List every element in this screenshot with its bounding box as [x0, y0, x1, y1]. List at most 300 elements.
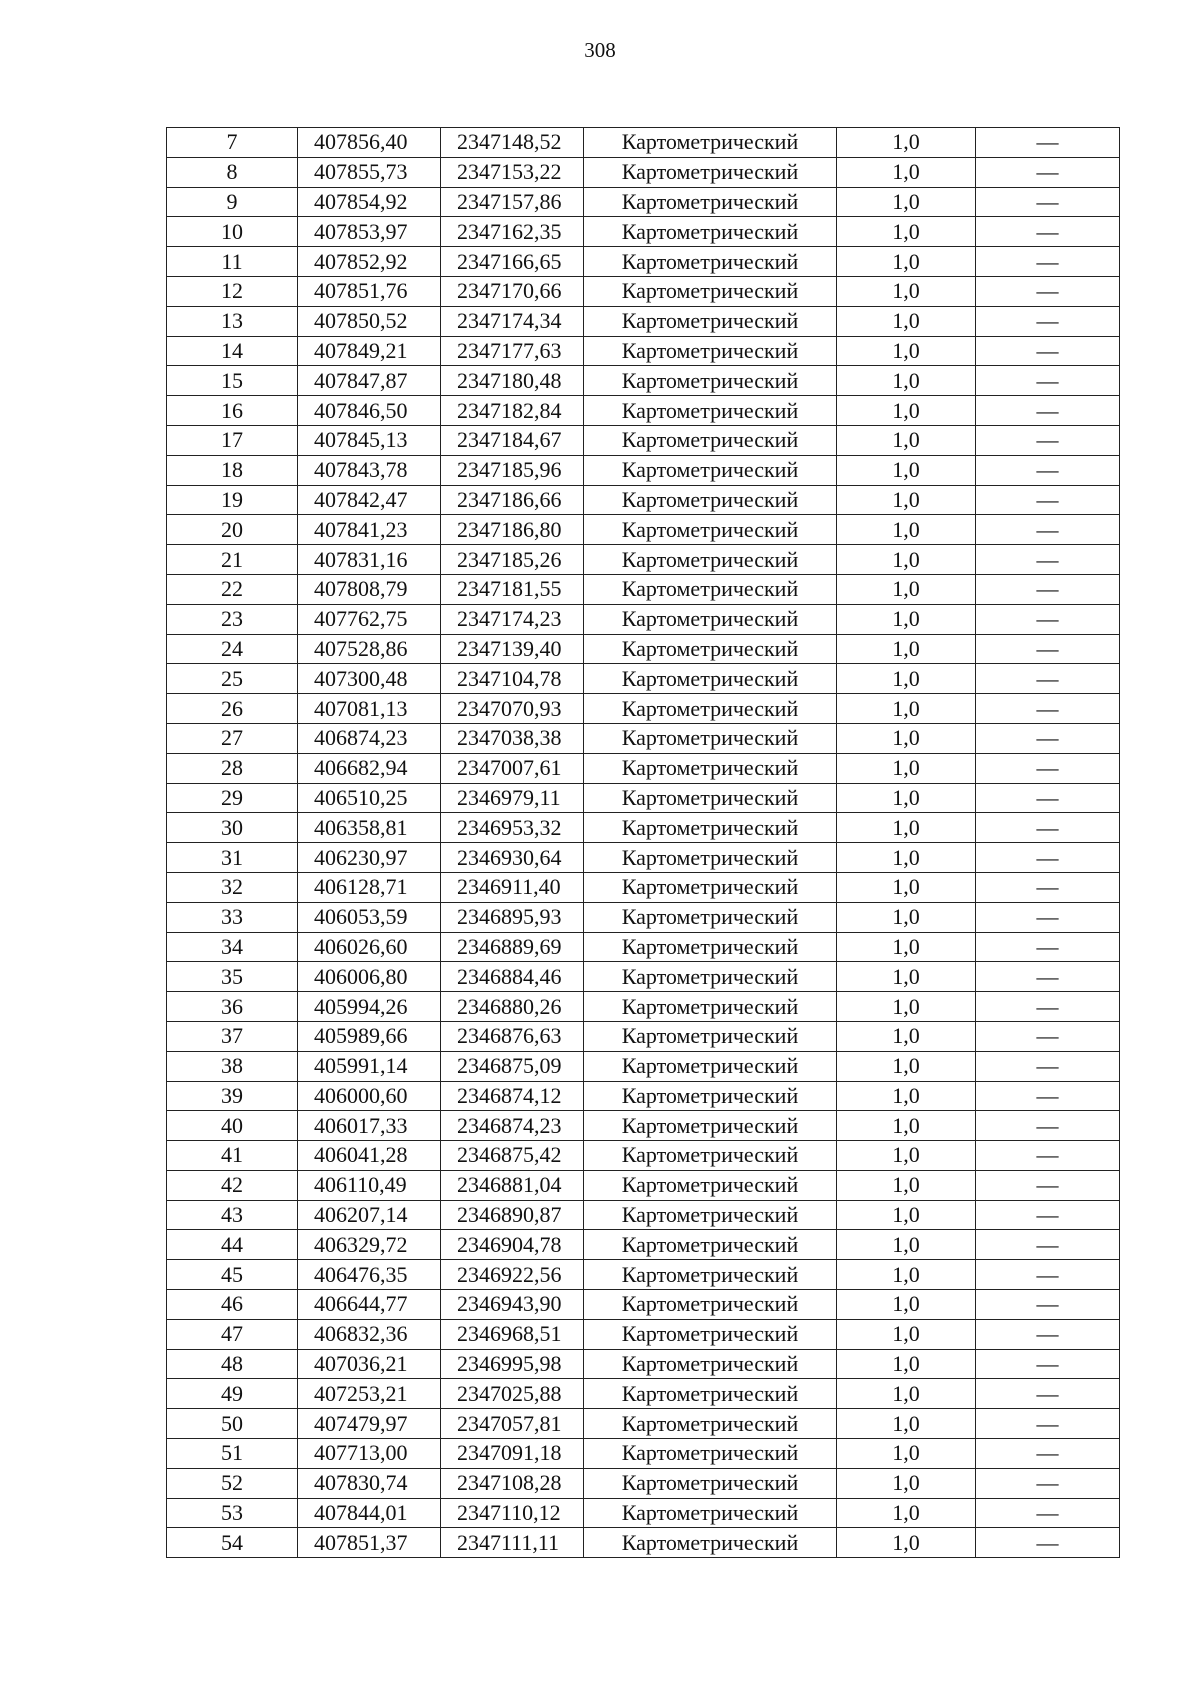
y-coordinate-cell: 2346875,42 — [441, 1141, 584, 1171]
table-row — [167, 1230, 1120, 1260]
description-cell: — — [976, 1379, 1120, 1409]
x-coordinate-cell: 407856,40 — [298, 128, 441, 158]
accuracy-cell: 1,0 — [837, 1379, 976, 1409]
accuracy-cell: 1,0 — [837, 1409, 976, 1439]
table-row — [167, 187, 1120, 217]
method-cell: Картометрический — [584, 1170, 837, 1200]
y-coordinate-cell: 2347174,34 — [441, 306, 584, 336]
accuracy-cell: 1,0 — [837, 1290, 976, 1320]
point-number-cell: 41 — [167, 1141, 298, 1171]
x-coordinate-cell: 407845,13 — [298, 425, 441, 455]
y-coordinate-cell: 2346880,26 — [441, 992, 584, 1022]
accuracy-cell: 1,0 — [837, 1051, 976, 1081]
y-coordinate-cell: 2347104,78 — [441, 664, 584, 694]
table-row — [167, 664, 1120, 694]
accuracy-cell: 1,0 — [837, 217, 976, 247]
method-cell: Картометрический — [584, 276, 837, 306]
y-coordinate-cell: 2346874,23 — [441, 1111, 584, 1141]
x-coordinate-cell: 405989,66 — [298, 1021, 441, 1051]
point-number-cell: 53 — [167, 1498, 298, 1528]
point-number-cell: 13 — [167, 306, 298, 336]
table-row — [167, 128, 1120, 158]
accuracy-cell: 1,0 — [837, 1230, 976, 1260]
method-cell: Картометрический — [584, 1051, 837, 1081]
table-row — [167, 902, 1120, 932]
y-coordinate-cell: 2347038,38 — [441, 723, 584, 753]
method-cell: Картометрический — [584, 604, 837, 634]
x-coordinate-cell: 406128,71 — [298, 872, 441, 902]
method-cell: Картометрический — [584, 336, 837, 366]
table-row — [167, 694, 1120, 724]
description-cell: — — [976, 783, 1120, 813]
point-number-cell: 27 — [167, 723, 298, 753]
description-cell: — — [976, 1498, 1120, 1528]
accuracy-cell: 1,0 — [837, 932, 976, 962]
table-row — [167, 217, 1120, 247]
x-coordinate-cell: 406053,59 — [298, 902, 441, 932]
method-cell: Картометрический — [584, 634, 837, 664]
point-number-cell: 44 — [167, 1230, 298, 1260]
description-cell: — — [976, 1409, 1120, 1439]
x-coordinate-cell: 406207,14 — [298, 1200, 441, 1230]
description-cell: — — [976, 1349, 1120, 1379]
accuracy-cell: 1,0 — [837, 366, 976, 396]
y-coordinate-cell: 2347110,12 — [441, 1498, 584, 1528]
x-coordinate-cell: 407847,87 — [298, 366, 441, 396]
table-row — [167, 515, 1120, 545]
y-coordinate-cell: 2346911,40 — [441, 872, 584, 902]
accuracy-cell: 1,0 — [837, 604, 976, 634]
method-cell: Картометрический — [584, 247, 837, 277]
y-coordinate-cell: 2347174,23 — [441, 604, 584, 634]
accuracy-cell: 1,0 — [837, 962, 976, 992]
table-row — [167, 723, 1120, 753]
table-row — [167, 1141, 1120, 1171]
point-number-cell: 43 — [167, 1200, 298, 1230]
x-coordinate-cell: 406476,35 — [298, 1260, 441, 1290]
table-row — [167, 1468, 1120, 1498]
x-coordinate-cell: 406230,97 — [298, 843, 441, 873]
method-cell: Картометрический — [584, 515, 837, 545]
accuracy-cell: 1,0 — [837, 1021, 976, 1051]
description-cell: — — [976, 574, 1120, 604]
accuracy-cell: 1,0 — [837, 723, 976, 753]
method-cell: Картометрический — [584, 545, 837, 575]
accuracy-cell: 1,0 — [837, 1349, 976, 1379]
coordinates-table-body — [167, 128, 1120, 1558]
table-row — [167, 306, 1120, 336]
y-coordinate-cell: 2346930,64 — [441, 843, 584, 873]
y-coordinate-cell: 2347139,40 — [441, 634, 584, 664]
x-coordinate-cell: 406041,28 — [298, 1141, 441, 1171]
description-cell: — — [976, 1468, 1120, 1498]
accuracy-cell: 1,0 — [837, 1200, 976, 1230]
x-coordinate-cell: 407300,48 — [298, 664, 441, 694]
description-cell: — — [976, 485, 1120, 515]
point-number-cell: 32 — [167, 872, 298, 902]
description-cell: — — [976, 1051, 1120, 1081]
y-coordinate-cell: 2346968,51 — [441, 1319, 584, 1349]
table-row — [167, 1498, 1120, 1528]
description-cell: — — [976, 425, 1120, 455]
x-coordinate-cell: 406832,36 — [298, 1319, 441, 1349]
method-cell: Картометрический — [584, 902, 837, 932]
point-number-cell: 9 — [167, 187, 298, 217]
x-coordinate-cell: 405994,26 — [298, 992, 441, 1022]
x-coordinate-cell: 406006,80 — [298, 962, 441, 992]
accuracy-cell: 1,0 — [837, 1498, 976, 1528]
method-cell: Картометрический — [584, 1290, 837, 1320]
table-row — [167, 843, 1120, 873]
y-coordinate-cell: 2346884,46 — [441, 962, 584, 992]
y-coordinate-cell: 2347025,88 — [441, 1379, 584, 1409]
point-number-cell: 47 — [167, 1319, 298, 1349]
x-coordinate-cell: 407851,76 — [298, 276, 441, 306]
point-number-cell: 45 — [167, 1260, 298, 1290]
x-coordinate-cell: 406510,25 — [298, 783, 441, 813]
point-number-cell: 50 — [167, 1409, 298, 1439]
description-cell: — — [976, 1290, 1120, 1320]
point-number-cell: 15 — [167, 366, 298, 396]
accuracy-cell: 1,0 — [837, 1439, 976, 1469]
table-row — [167, 1081, 1120, 1111]
point-number-cell: 21 — [167, 545, 298, 575]
table-row — [167, 276, 1120, 306]
description-cell: — — [976, 1141, 1120, 1171]
y-coordinate-cell: 2346890,87 — [441, 1200, 584, 1230]
x-coordinate-cell: 406329,72 — [298, 1230, 441, 1260]
x-coordinate-cell: 407843,78 — [298, 455, 441, 485]
y-coordinate-cell: 2347182,84 — [441, 396, 584, 426]
description-cell: — — [976, 932, 1120, 962]
x-coordinate-cell: 407808,79 — [298, 574, 441, 604]
table-row — [167, 962, 1120, 992]
description-cell: — — [976, 276, 1120, 306]
point-number-cell: 30 — [167, 813, 298, 843]
accuracy-cell: 1,0 — [837, 694, 976, 724]
table-row — [167, 1021, 1120, 1051]
accuracy-cell: 1,0 — [837, 1170, 976, 1200]
x-coordinate-cell: 406358,81 — [298, 813, 441, 843]
y-coordinate-cell: 2347185,26 — [441, 545, 584, 575]
point-number-cell: 22 — [167, 574, 298, 604]
table-row — [167, 1051, 1120, 1081]
x-coordinate-cell: 407830,74 — [298, 1468, 441, 1498]
y-coordinate-cell: 2347184,67 — [441, 425, 584, 455]
accuracy-cell: 1,0 — [837, 1260, 976, 1290]
table-row — [167, 396, 1120, 426]
table-row — [167, 1349, 1120, 1379]
y-coordinate-cell: 2347186,80 — [441, 515, 584, 545]
method-cell: Картометрический — [584, 425, 837, 455]
accuracy-cell: 1,0 — [837, 902, 976, 932]
point-number-cell: 49 — [167, 1379, 298, 1409]
table-row — [167, 1111, 1120, 1141]
point-number-cell: 54 — [167, 1528, 298, 1558]
method-cell: Картометрический — [584, 128, 837, 158]
x-coordinate-cell: 407850,52 — [298, 306, 441, 336]
point-number-cell: 42 — [167, 1170, 298, 1200]
description-cell: — — [976, 1021, 1120, 1051]
y-coordinate-cell: 2346979,11 — [441, 783, 584, 813]
table-row — [167, 1200, 1120, 1230]
description-cell: — — [976, 843, 1120, 873]
accuracy-cell: 1,0 — [837, 664, 976, 694]
point-number-cell: 23 — [167, 604, 298, 634]
accuracy-cell: 1,0 — [837, 992, 976, 1022]
method-cell: Картометрический — [584, 1498, 837, 1528]
table-row — [167, 634, 1120, 664]
y-coordinate-cell: 2347181,55 — [441, 574, 584, 604]
accuracy-cell: 1,0 — [837, 336, 976, 366]
y-coordinate-cell: 2346876,63 — [441, 1021, 584, 1051]
accuracy-cell: 1,0 — [837, 1141, 976, 1171]
method-cell: Картометрический — [584, 1439, 837, 1469]
x-coordinate-cell: 407851,37 — [298, 1528, 441, 1558]
accuracy-cell: 1,0 — [837, 783, 976, 813]
y-coordinate-cell: 2347162,35 — [441, 217, 584, 247]
table-row — [167, 545, 1120, 575]
x-coordinate-cell: 407036,21 — [298, 1349, 441, 1379]
method-cell: Картометрический — [584, 485, 837, 515]
y-coordinate-cell: 2346953,32 — [441, 813, 584, 843]
description-cell: — — [976, 217, 1120, 247]
point-number-cell: 10 — [167, 217, 298, 247]
table-row — [167, 1409, 1120, 1439]
point-number-cell: 11 — [167, 247, 298, 277]
accuracy-cell: 1,0 — [837, 128, 976, 158]
accuracy-cell: 1,0 — [837, 1111, 976, 1141]
y-coordinate-cell: 2347007,61 — [441, 753, 584, 783]
y-coordinate-cell: 2347166,65 — [441, 247, 584, 277]
accuracy-cell: 1,0 — [837, 1528, 976, 1558]
table-row — [167, 1319, 1120, 1349]
method-cell: Картометрический — [584, 1260, 837, 1290]
x-coordinate-cell: 407844,01 — [298, 1498, 441, 1528]
table-row — [167, 813, 1120, 843]
accuracy-cell: 1,0 — [837, 247, 976, 277]
accuracy-cell: 1,0 — [837, 485, 976, 515]
y-coordinate-cell: 2346904,78 — [441, 1230, 584, 1260]
x-coordinate-cell: 407841,23 — [298, 515, 441, 545]
y-coordinate-cell: 2346922,56 — [441, 1260, 584, 1290]
y-coordinate-cell: 2347157,86 — [441, 187, 584, 217]
y-coordinate-cell: 2346875,09 — [441, 1051, 584, 1081]
method-cell: Картометрический — [584, 1319, 837, 1349]
table-row — [167, 485, 1120, 515]
x-coordinate-cell: 406874,23 — [298, 723, 441, 753]
method-cell: Картометрический — [584, 1081, 837, 1111]
method-cell: Картометрический — [584, 1021, 837, 1051]
point-number-cell: 18 — [167, 455, 298, 485]
x-coordinate-cell: 407855,73 — [298, 157, 441, 187]
method-cell: Картометрический — [584, 1141, 837, 1171]
method-cell: Картометрический — [584, 187, 837, 217]
description-cell: — — [976, 1200, 1120, 1230]
point-number-cell: 33 — [167, 902, 298, 932]
y-coordinate-cell: 2346995,98 — [441, 1349, 584, 1379]
method-cell: Картометрический — [584, 396, 837, 426]
method-cell: Картометрический — [584, 932, 837, 962]
x-coordinate-cell: 407831,16 — [298, 545, 441, 575]
accuracy-cell: 1,0 — [837, 843, 976, 873]
y-coordinate-cell: 2347153,22 — [441, 157, 584, 187]
y-coordinate-cell: 2347185,96 — [441, 455, 584, 485]
x-coordinate-cell: 406000,60 — [298, 1081, 441, 1111]
accuracy-cell: 1,0 — [837, 545, 976, 575]
description-cell: — — [976, 1528, 1120, 1558]
y-coordinate-cell: 2347108,28 — [441, 1468, 584, 1498]
method-cell: Картометрический — [584, 1349, 837, 1379]
x-coordinate-cell: 406017,33 — [298, 1111, 441, 1141]
accuracy-cell: 1,0 — [837, 425, 976, 455]
x-coordinate-cell: 407846,50 — [298, 396, 441, 426]
description-cell: — — [976, 753, 1120, 783]
method-cell: Картометрический — [584, 723, 837, 753]
accuracy-cell: 1,0 — [837, 157, 976, 187]
method-cell: Картометрический — [584, 217, 837, 247]
method-cell: Картометрический — [584, 813, 837, 843]
x-coordinate-cell: 407253,21 — [298, 1379, 441, 1409]
method-cell: Картометрический — [584, 455, 837, 485]
method-cell: Картометрический — [584, 664, 837, 694]
table-row — [167, 1439, 1120, 1469]
table-row — [167, 932, 1120, 962]
y-coordinate-cell: 2347057,81 — [441, 1409, 584, 1439]
x-coordinate-cell: 406644,77 — [298, 1290, 441, 1320]
accuracy-cell: 1,0 — [837, 455, 976, 485]
table-row — [167, 1379, 1120, 1409]
description-cell: — — [976, 455, 1120, 485]
description-cell: — — [976, 723, 1120, 753]
x-coordinate-cell: 407849,21 — [298, 336, 441, 366]
table-row — [167, 366, 1120, 396]
description-cell: — — [976, 634, 1120, 664]
x-coordinate-cell: 407479,97 — [298, 1409, 441, 1439]
page-number: 308 — [584, 38, 616, 62]
method-cell: Картометрический — [584, 1528, 837, 1558]
y-coordinate-cell: 2347170,66 — [441, 276, 584, 306]
description-cell: — — [976, 664, 1120, 694]
y-coordinate-cell: 2346874,12 — [441, 1081, 584, 1111]
description-cell: — — [976, 1081, 1120, 1111]
description-cell: — — [976, 306, 1120, 336]
description-cell: — — [976, 604, 1120, 634]
accuracy-cell: 1,0 — [837, 276, 976, 306]
y-coordinate-cell: 2347186,66 — [441, 485, 584, 515]
description-cell: — — [976, 872, 1120, 902]
point-number-cell: 17 — [167, 425, 298, 455]
x-coordinate-cell: 407713,00 — [298, 1439, 441, 1469]
y-coordinate-cell: 2346943,90 — [441, 1290, 584, 1320]
method-cell: Картометрический — [584, 1379, 837, 1409]
point-number-cell: 39 — [167, 1081, 298, 1111]
point-number-cell: 40 — [167, 1111, 298, 1141]
point-number-cell: 24 — [167, 634, 298, 664]
table-row — [167, 425, 1120, 455]
accuracy-cell: 1,0 — [837, 574, 976, 604]
point-number-cell: 26 — [167, 694, 298, 724]
x-coordinate-cell: 406682,94 — [298, 753, 441, 783]
table-row — [167, 1260, 1120, 1290]
description-cell: — — [976, 366, 1120, 396]
description-cell: — — [976, 962, 1120, 992]
point-number-cell: 16 — [167, 396, 298, 426]
point-number-cell: 35 — [167, 962, 298, 992]
table-row — [167, 992, 1120, 1022]
y-coordinate-cell: 2346895,93 — [441, 902, 584, 932]
description-cell: — — [976, 1439, 1120, 1469]
y-coordinate-cell: 2346889,69 — [441, 932, 584, 962]
y-coordinate-cell: 2347070,93 — [441, 694, 584, 724]
x-coordinate-cell: 406110,49 — [298, 1170, 441, 1200]
description-cell: — — [976, 992, 1120, 1022]
method-cell: Картометрический — [584, 753, 837, 783]
description-cell: — — [976, 128, 1120, 158]
y-coordinate-cell: 2347180,48 — [441, 366, 584, 396]
x-coordinate-cell: 407842,47 — [298, 485, 441, 515]
method-cell: Картометрический — [584, 872, 837, 902]
point-number-cell: 28 — [167, 753, 298, 783]
method-cell: Картометрический — [584, 1230, 837, 1260]
table-row — [167, 336, 1120, 366]
table-row — [167, 247, 1120, 277]
description-cell: — — [976, 336, 1120, 366]
table-row — [167, 872, 1120, 902]
y-coordinate-cell: 2346881,04 — [441, 1170, 584, 1200]
description-cell: — — [976, 187, 1120, 217]
description-cell: — — [976, 1260, 1120, 1290]
point-number-cell: 12 — [167, 276, 298, 306]
x-coordinate-cell: 407854,92 — [298, 187, 441, 217]
point-number-cell: 37 — [167, 1021, 298, 1051]
point-number-cell: 46 — [167, 1290, 298, 1320]
description-cell: — — [976, 1319, 1120, 1349]
description-cell: — — [976, 902, 1120, 932]
table-row — [167, 1528, 1120, 1558]
method-cell: Картометрический — [584, 1409, 837, 1439]
accuracy-cell: 1,0 — [837, 872, 976, 902]
x-coordinate-cell: 407852,92 — [298, 247, 441, 277]
description-cell: — — [976, 515, 1120, 545]
description-cell: — — [976, 1230, 1120, 1260]
accuracy-cell: 1,0 — [837, 1081, 976, 1111]
x-coordinate-cell: 405991,14 — [298, 1051, 441, 1081]
table-row — [167, 455, 1120, 485]
point-number-cell: 34 — [167, 932, 298, 962]
accuracy-cell: 1,0 — [837, 753, 976, 783]
accuracy-cell: 1,0 — [837, 813, 976, 843]
accuracy-cell: 1,0 — [837, 187, 976, 217]
accuracy-cell: 1,0 — [837, 515, 976, 545]
method-cell: Картометрический — [584, 843, 837, 873]
table-row — [167, 574, 1120, 604]
method-cell: Картометрический — [584, 1200, 837, 1230]
description-cell: — — [976, 694, 1120, 724]
coordinates-table — [166, 127, 1120, 1558]
point-number-cell: 19 — [167, 485, 298, 515]
table-row — [167, 1290, 1120, 1320]
method-cell: Картометрический — [584, 992, 837, 1022]
table-row — [167, 753, 1120, 783]
point-number-cell: 25 — [167, 664, 298, 694]
method-cell: Картометрический — [584, 962, 837, 992]
x-coordinate-cell: 407853,97 — [298, 217, 441, 247]
description-cell: — — [976, 1111, 1120, 1141]
accuracy-cell: 1,0 — [837, 634, 976, 664]
table-row — [167, 783, 1120, 813]
point-number-cell: 51 — [167, 1439, 298, 1469]
